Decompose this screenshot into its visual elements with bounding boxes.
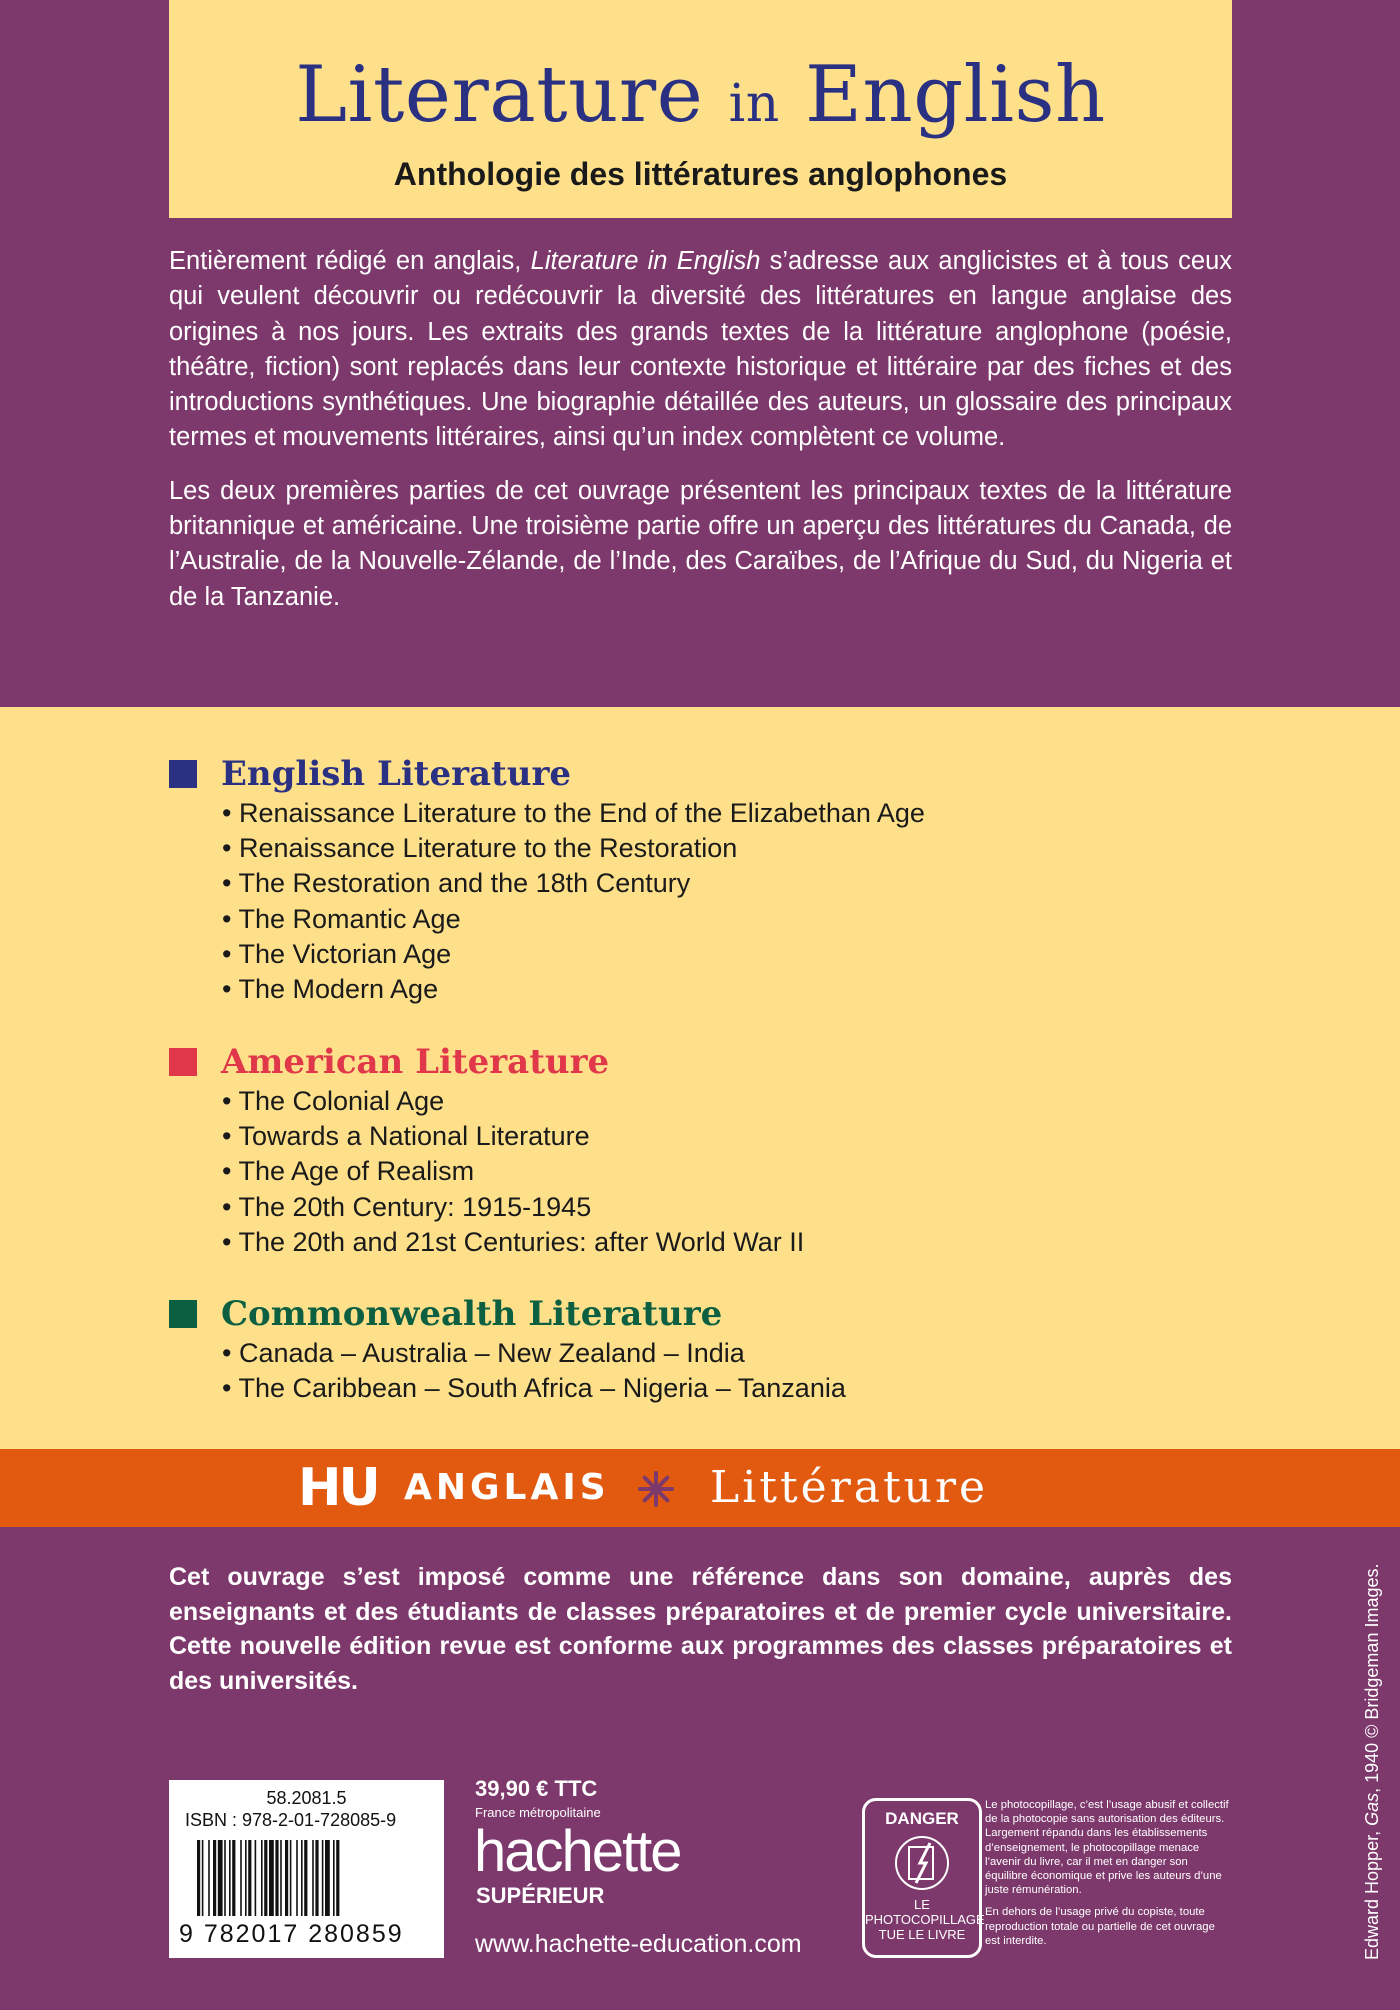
list-item: • The Victorian Age: [222, 938, 452, 969]
image-credit: [1362, 1564, 1383, 1960]
isbn: ISBN : 978-2-01-728085-9: [185, 1810, 397, 1830]
section-heading: [169, 752, 925, 796]
section-title: English Literature: [221, 754, 572, 794]
book-title: [169, 50, 1232, 140]
publisher-website[interactable]: www.hachette-education.com: [475, 1930, 802, 1958]
intro-p1-prefix: Entièrement rédigé en anglais,: [169, 247, 531, 275]
list-item: • Towards a National Literature: [222, 1121, 590, 1152]
list-item: • The Colonial Age: [222, 1086, 445, 1116]
intro-p1-title: Literature in English: [530, 247, 761, 275]
section-english-literature: [169, 752, 925, 1007]
credit-work: Gas: [1362, 1792, 1382, 1826]
collection-band: [0, 1449, 1400, 1527]
price-note: France métropolitaine: [475, 1805, 601, 1820]
barcode-digits: 9 782017 280859: [179, 1920, 404, 1948]
product-reference: 58.2081.5: [266, 1788, 347, 1808]
title-box: [169, 0, 1232, 218]
credit-prefix: Edward Hopper,: [1362, 1825, 1382, 1960]
section-list: [222, 1084, 804, 1260]
danger-line: LE: [914, 1897, 930, 1912]
section-list: [222, 1336, 846, 1406]
collection-subject: ANGLAIS: [404, 1467, 610, 1508]
book-subtitle: Anthologie des littératures anglophones: [393, 156, 1008, 192]
danger-title: DANGER: [885, 1809, 959, 1828]
title-word-in: in: [728, 74, 780, 134]
section-square-icon: [169, 1300, 197, 1328]
section-commonwealth-literature: [169, 1292, 846, 1406]
collection-topic: Littérature: [710, 1462, 989, 1513]
list-item: • The 20th Century: 1915-1945: [222, 1191, 592, 1222]
list-item: • The Restoration and the 18th Century: [222, 868, 691, 899]
list-item: • Renaissance Literature to the Restoration: [222, 833, 738, 864]
title-word-english: English: [805, 50, 1106, 140]
list-item: • The Romantic Age: [222, 903, 461, 934]
broken-book-icon: [894, 1833, 950, 1893]
list-item: • The Caribbean – South Africa – Nigeria – Tanzania: [222, 1373, 846, 1404]
barcode-box: [169, 1780, 444, 1958]
list-item: • The Age of Realism: [222, 1156, 475, 1187]
asterisk-icon: [636, 1469, 676, 1509]
list-item: • The 20th and 21st Centuries: after World War II: [222, 1226, 805, 1257]
section-square-icon: [169, 1048, 197, 1076]
section-square-icon: [169, 760, 197, 788]
section-american-literature: [169, 1040, 804, 1260]
price: 39,90 € TTC: [475, 1776, 598, 1801]
legal-notice: [985, 1798, 1230, 1948]
credit-suffix: , 1940 © Bridgeman Images.: [1362, 1563, 1382, 1793]
danger-text: [865, 1897, 985, 1942]
danger-line: PHOTOCOPILLAGE: [865, 1912, 985, 1927]
collection-logo: HU: [298, 1458, 378, 1518]
publisher-logo: hachette: [474, 1819, 681, 1884]
list-item: • The Modern Age: [222, 974, 439, 1005]
legal-paragraph: En dehors de l’usage privé du copiste, toute reproduction totale ou partielle de cet ouvrage est interdite.: [985, 1906, 1215, 1947]
intro-text: [169, 244, 1232, 615]
title-word-literature: Literature: [295, 50, 704, 140]
section-list: [222, 796, 925, 1007]
section-heading: [169, 1040, 804, 1084]
barcode-icon: [197, 1840, 417, 1916]
back-cover-blurb: Cet ouvrage s’est imposé comme une référence dans son domaine, auprès des enseignants et des étudiants de classes préparatoires et de premier cycle universitaire. Cette nouvelle édition revue est conforme aux programmes des classes préparatoires et des universités.: [169, 1563, 1232, 1695]
list-item: • Renaissance Literature to the End of the Elizabethan Age: [222, 798, 925, 828]
intro-paragraph-2: Les deux premières parties de cet ouvrage présentent les principaux textes de la littérature britannique et américaine. Une troisième partie offre un aperçu des littératures du Canada, de l’Australie, de la Nouvelle-Zélande, de l’Inde, des Caraïbes, de l’Afrique du Sud, du Nigeria et de la Tanzanie.: [169, 476, 1232, 611]
list-item: • Canada – Australia – New Zealand – India: [222, 1338, 745, 1368]
danger-photocopy-badge: [862, 1798, 985, 1958]
section-title: Commonwealth Literature: [221, 1294, 723, 1334]
intro-p1-rest: s’adresse aux anglicistes et à tous ceux qui veulent découvrir ou redécouvrir la diversité des littératures en langue anglaise des origines à nos jours. Les extraits des grands textes de la littérature anglophone (poésie, théâtre, fiction) sont replacés dans leur contexte historique et littéraire par des fiches et des introductions synthétiques. Une biographie détaillée des auteurs, un glossaire des principaux termes et mouvements littéraires, ainsi qu’un index complètent ce volume.: [169, 247, 1232, 452]
legal-paragraph: Le photocopillage, c’est l’usage abusif et collectif de la photocopie sans autorisation des éditeurs. Largement répandu dans les établissements d’enseignement, le photocopillage menace l’avenir du livre, car il met en danger son équilibre économique et prive les auteurs d’une juste rémunération.: [985, 1799, 1229, 1897]
publisher-imprint: SUPÉRIEUR: [476, 1883, 605, 1908]
section-title: American Literature: [221, 1042, 610, 1082]
section-heading: [169, 1292, 846, 1336]
danger-line: TUE LE LIVRE: [878, 1927, 966, 1942]
intro-paragraph-1: [169, 244, 1232, 456]
